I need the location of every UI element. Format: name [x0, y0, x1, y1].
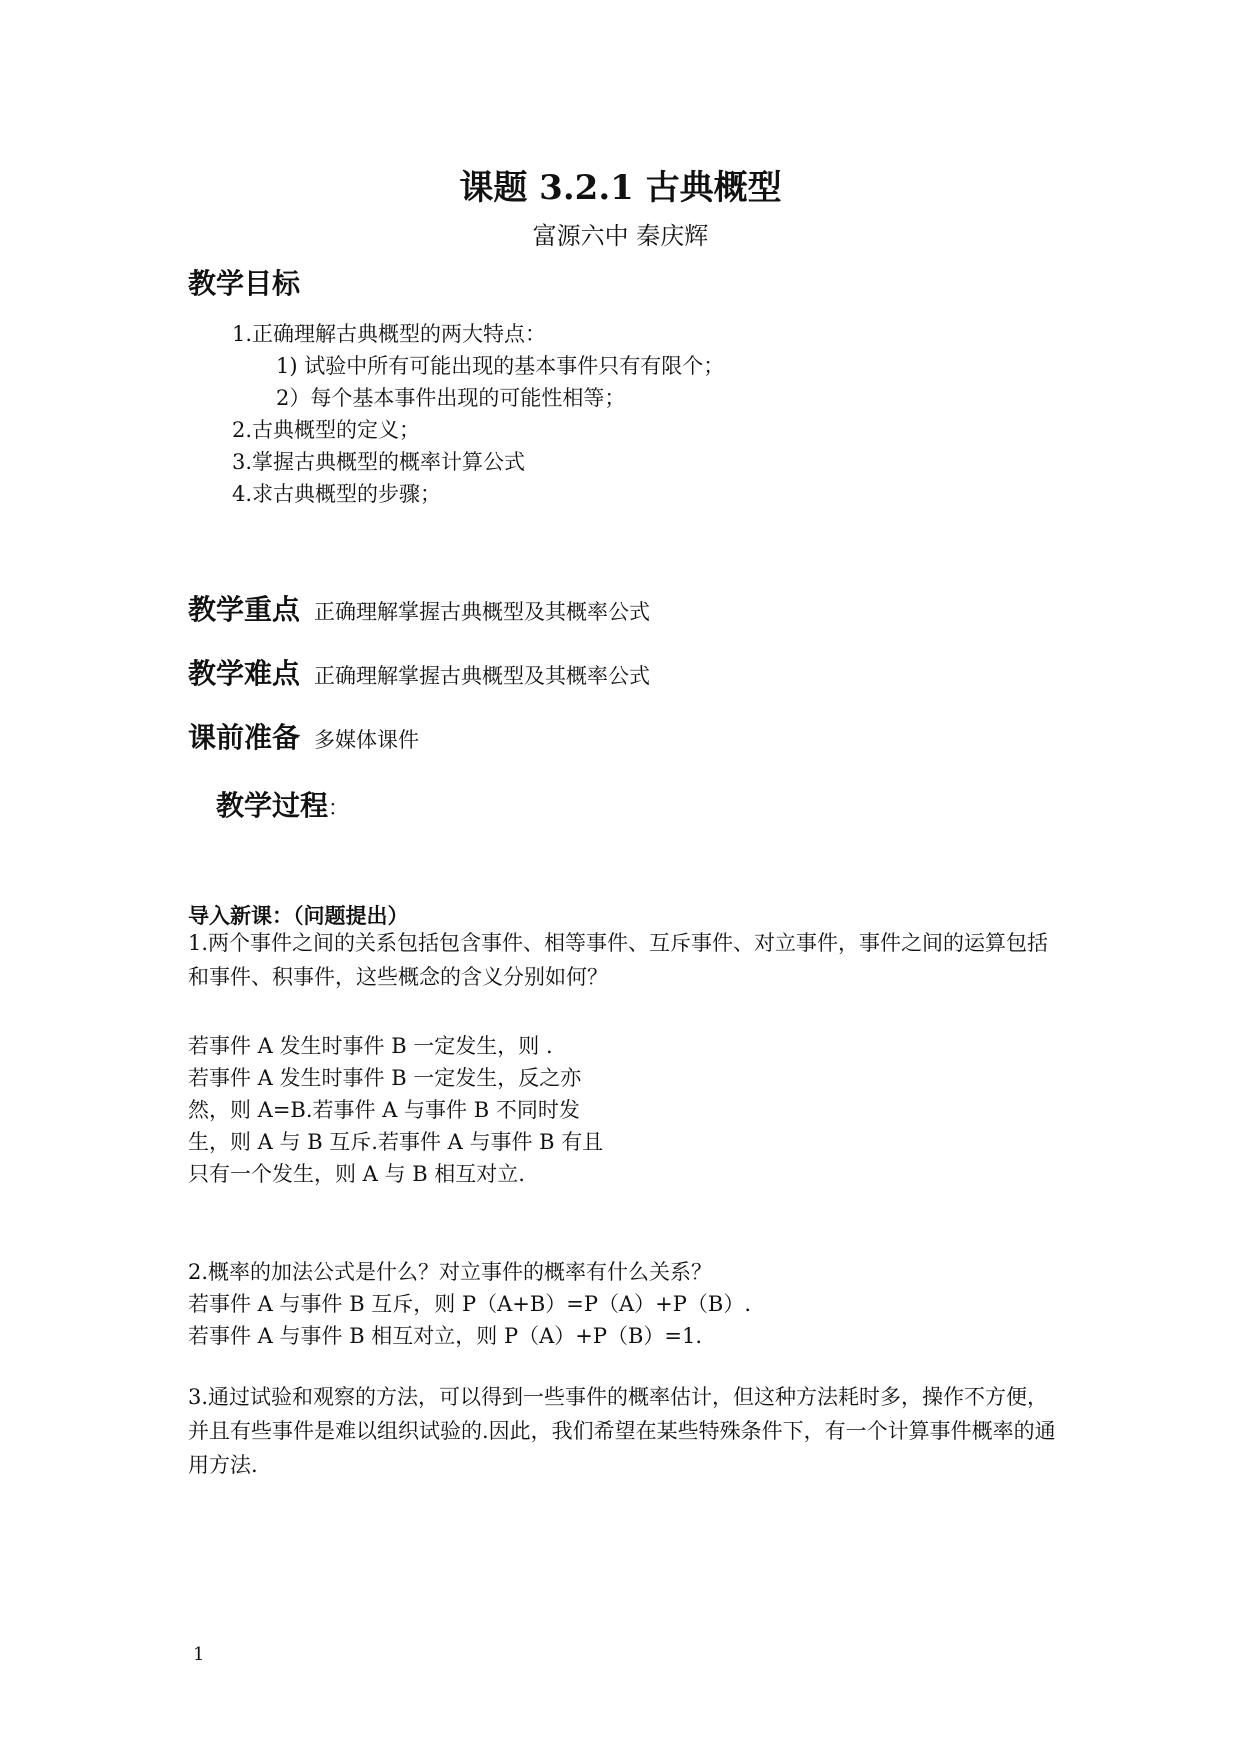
- objective-item: 1.正确理解古典概型的两大特点：: [232, 322, 547, 346]
- question-1: 1.两个事件之间的关系包括包含事件、相等事件、互斥事件、对立事件，事件之间的运算包括和事件、积事件，这些概念的含义分别如何？: [188, 931, 1049, 989]
- objectives-heading: 教学目标: [188, 267, 301, 300]
- answer-1-line: 只有一个发生，则 A 与 B 相互对立.: [188, 1162, 525, 1186]
- answer-1-line: 若事件 A 发生时事件 B 一定发生，则 .: [188, 1034, 553, 1058]
- preparation-heading: 课前准备: [188, 721, 301, 754]
- preparation-row: [188, 716, 419, 756]
- difficulty-heading: 教学难点: [188, 657, 301, 690]
- answer-1-line: 然，则 A=B.若事件 A 与事件 B 不同时发: [188, 1098, 580, 1122]
- author-line: 富源六中 秦庆辉: [532, 222, 709, 250]
- page-number: 1: [193, 1644, 205, 1665]
- objective-item: 3.掌握古典概型的概率计算公式: [232, 450, 526, 474]
- process-row: [216, 784, 349, 824]
- key-point-row: [188, 588, 650, 628]
- difficulty-text: 正确理解掌握古典概型及其概率公式: [314, 664, 651, 688]
- answer-1-line: 若事件 A 发生时事件 B 一定发生，反之亦: [188, 1066, 582, 1090]
- key-point-text: 正确理解掌握古典概型及其概率公式: [314, 600, 651, 624]
- intro-heading: 导入新课：（问题提出）: [188, 904, 409, 928]
- answer-2-line: 若事件 A 与事件 B 相互对立，则 P（A）+P（B）=1.: [188, 1324, 703, 1348]
- objective-item: 1) 试验中所有可能出现的基本事件只有有限个；: [276, 354, 725, 378]
- preparation-text: 多媒体课件: [314, 728, 420, 752]
- document-title: 课题 3.2.1 古典概型: [459, 168, 782, 208]
- question-3: 3.通过试验和观察的方法，可以得到一些事件的概率估计，但这种方法耗时多，操作不方便，并且有些事件是难以组织试验的.因此，我们希望在某些特殊条件下，有一个计算事件概率的通用方法.: [188, 1385, 1056, 1477]
- answer-1-line: 生，则 A 与 B 互斥.若事件 A 与事件 B 有且: [188, 1130, 604, 1154]
- process-heading: 教学过程: [216, 789, 329, 822]
- difficulty-row: [188, 652, 650, 692]
- question-2: 2.概率的加法公式是什么？对立事件的概率有什么关系？: [188, 1260, 713, 1284]
- key-point-heading: 教学重点: [188, 593, 301, 626]
- objective-item: 4.求古典概型的步骤；: [232, 482, 442, 506]
- objective-item: 2）每个基本事件出现的可能性相等；: [276, 386, 626, 410]
- process-colon: ：: [328, 796, 350, 820]
- answer-2-line: 若事件 A 与事件 B 互斥，则 P（A+B）=P（A）+P（B）.: [188, 1292, 752, 1316]
- objective-item: 2.古典概型的定义；: [232, 418, 421, 442]
